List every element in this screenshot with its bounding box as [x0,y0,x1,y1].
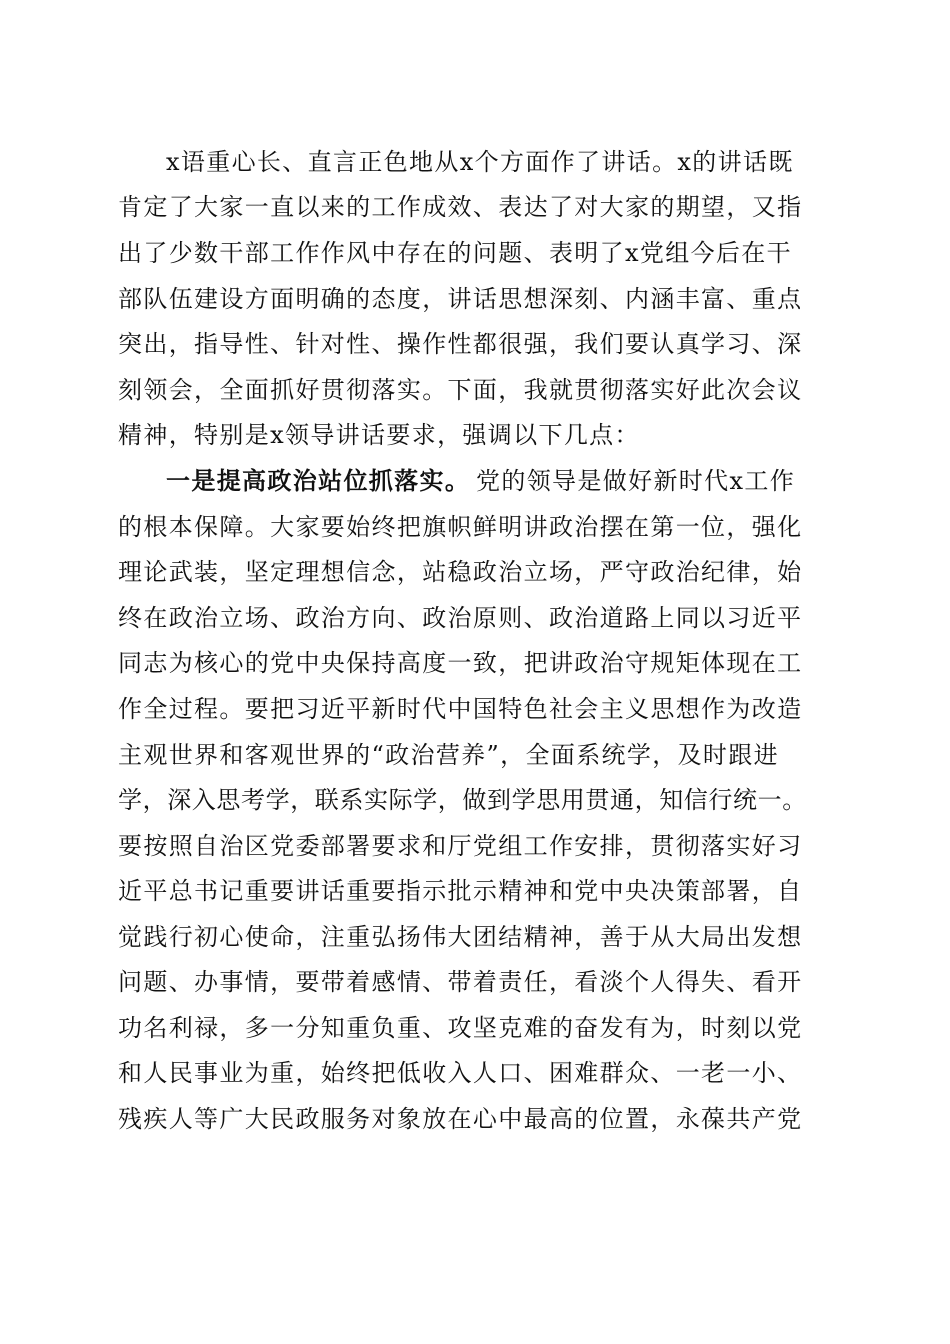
text-line [0,826,950,866]
text-line [0,1053,950,1093]
text-line-content: 学，深入思考学，联系实际学，做到学思用贯通，知信行统一。 [118,786,807,814]
text-line [0,507,950,547]
text-line [0,689,950,729]
text-line [0,233,950,273]
text-line [0,643,950,683]
text-line [0,1099,950,1139]
text-line [0,279,950,319]
text-line [0,598,950,638]
text-line-content: 出了少数干部工作作风中存在的问题、表明了x党组今后在干 [118,239,792,267]
section-heading: 一是提高政治站位抓落实。 [166,466,471,495]
text-line [0,552,950,592]
text-line-content: 和人民事业为重，始终把低收入人口、困难群众、一老一小、 [118,1059,803,1087]
text-line-content: 功名利禄，多一分知重负重、攻坚克难的奋发有为，时刻以党 [118,1014,803,1042]
text-line-content: 理论武装，坚定理想信念，站稳政治立场，严守政治纪律，始 [118,558,803,586]
text-line-content: x语重心长、直言正色地从x个方面作了讲话。x的讲话既 [166,148,794,176]
text-line [0,735,950,775]
text-line-content: 主观世界和客观世界的“政治营养”，全面系统学，及时跟进 [118,741,779,769]
text-line-content: 觉践行初心使命，注重弘扬伟大团结精神，善于从大局出发想 [118,923,803,951]
text-line [0,324,950,364]
text-line [0,142,950,182]
text-line [0,461,950,501]
text-line-content: 肯定了大家一直以来的工作成效、表达了对大家的期望，又指 [118,193,803,221]
text-line-content: 的根本保障。大家要始终把旗帜鲜明讲政治摆在第一位，强化 [118,513,803,541]
text-line-content: 作全过程。要把习近平新时代中国特色社会主义思想作为改造 [118,695,803,723]
text-line [0,415,950,455]
text-line-content: 刻领会，全面抓好贯彻落实。下面，我就贯彻落实好此次会议 [118,376,803,404]
text-line-content: 同志为核心的党中央保持高度一致，把讲政治守规矩体现在工 [118,649,803,677]
text-line-content: 突出，指导性、针对性、操作性都很强，我们要认真学习、深 [118,330,803,358]
text-line [0,1008,950,1048]
text-line [0,962,950,1002]
text-line-content: 残疾人等广大民政服务对象放在心中最高的位置，永葆共产党 [118,1105,803,1133]
text-line [0,917,950,957]
text-line-content: 问题、办事情，要带着感情、带着责任，看淡个人得失、看开 [118,968,803,996]
text-line [0,780,950,820]
text-line [0,370,950,410]
text-line-content: 精神，特别是x领导讲话要求，强调以下几点： [118,421,640,449]
text-line [0,871,950,911]
text-line-content: 党的领导是做好新时代x工作 [476,467,796,495]
text-line-content: 终在政治立场、政治方向、政治原则、政治道路上同以习近平 [118,604,803,632]
text-line-content: 近平总书记重要讲话重要指示批示精神和党中央决策部署，自 [118,877,803,905]
text-line [0,187,950,227]
text-line-content: 部队伍建设方面明确的态度，讲话思想深刻、内涵丰富、重点 [118,285,803,313]
text-line-content: 要按照自治区党委部署要求和厅党组工作安排，贯彻落实好习 [118,832,803,860]
